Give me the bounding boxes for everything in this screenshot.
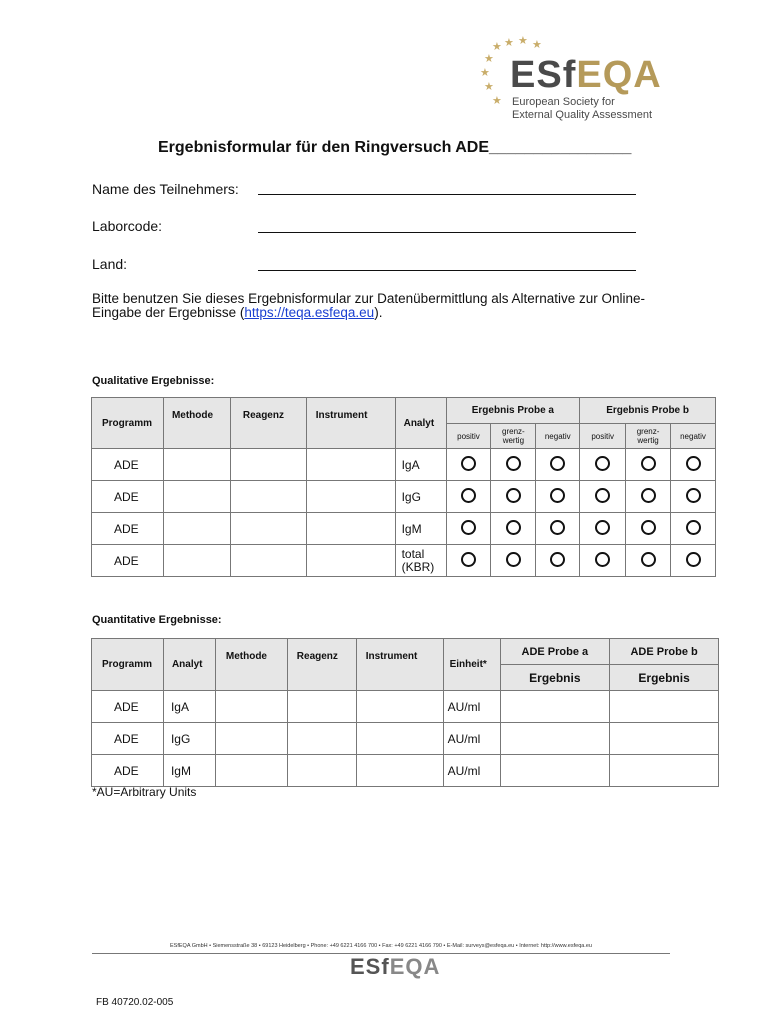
quant-header-analyt: Analyt	[163, 639, 215, 691]
qual-header-probe-b: Ergebnis Probe b	[580, 398, 716, 424]
radio-negativ-b[interactable]	[686, 488, 701, 503]
document-code: FB 40720.02-005	[96, 997, 174, 1008]
radio-grenzwertig-b[interactable]	[641, 520, 656, 535]
instrument-cell[interactable]	[356, 755, 443, 787]
result-b-cell[interactable]	[610, 755, 719, 787]
radio-positiv-b[interactable]	[595, 488, 610, 503]
row-analyt: total (KBR)	[395, 545, 446, 577]
quant-header-probe-b: ADE Probe b	[610, 639, 719, 665]
result-a-cell[interactable]	[500, 755, 610, 787]
footer-logo: ESfEQA	[350, 954, 441, 979]
name-label: Name des Teilnehmers:	[92, 181, 239, 197]
radio-positiv-a[interactable]	[461, 520, 476, 535]
methode-cell[interactable]	[163, 449, 230, 481]
radio-negativ-a[interactable]	[550, 488, 565, 503]
row-analyt: IgM	[163, 755, 215, 787]
reagenz-cell[interactable]	[230, 481, 306, 513]
row-analyt: IgG	[163, 723, 215, 755]
radio-positiv-b[interactable]	[595, 520, 610, 535]
table-row	[92, 481, 716, 513]
radio-grenzwertig-b[interactable]	[641, 456, 656, 471]
result-b-cell[interactable]	[610, 723, 719, 755]
row-analyt: IgG	[395, 481, 446, 513]
qual-sub-negativ-a: negativ	[536, 424, 580, 449]
qual-sub-grenzwertig-a: grenz- wertig	[491, 424, 536, 449]
row-programm: ADE	[92, 449, 164, 481]
row-programm: ADE	[92, 545, 164, 577]
qual-header-methode: Methode	[163, 398, 230, 449]
table-row	[92, 723, 719, 755]
methode-cell[interactable]	[215, 755, 287, 787]
instrument-cell[interactable]	[306, 481, 395, 513]
qual-sub-positiv-b: positiv	[580, 424, 626, 449]
quant-header-instrument: Instrument	[356, 639, 443, 691]
methode-cell[interactable]	[163, 513, 230, 545]
table-row	[92, 691, 719, 723]
footnote: *AU=Arbitrary Units	[92, 785, 197, 799]
result-a-cell[interactable]	[500, 691, 610, 723]
instrument-cell[interactable]	[306, 513, 395, 545]
row-programm: ADE	[92, 513, 164, 545]
labcode-field[interactable]	[258, 218, 636, 233]
country-field[interactable]	[258, 256, 636, 271]
qual-header-reagenz: Reagenz	[230, 398, 306, 449]
table-row	[92, 545, 716, 577]
methode-cell[interactable]	[163, 545, 230, 577]
result-a-cell[interactable]	[500, 723, 610, 755]
logo-wordmark: ESfEQA	[510, 54, 662, 96]
reagenz-cell[interactable]	[287, 755, 356, 787]
instrument-cell[interactable]	[306, 449, 395, 481]
row-analyt: IgM	[395, 513, 446, 545]
qual-header-programm: Programm	[92, 398, 164, 449]
qual-header-probe-a: Ergebnis Probe a	[446, 398, 580, 424]
labcode-label: Laborcode:	[92, 218, 163, 234]
reagenz-cell[interactable]	[230, 513, 306, 545]
radio-grenzwertig-b[interactable]	[641, 488, 656, 503]
radio-positiv-b[interactable]	[595, 552, 610, 567]
radio-positiv-b[interactable]	[595, 456, 610, 471]
methode-cell[interactable]	[163, 481, 230, 513]
esfeqa-logo: ★ ★ ★ ★ ★ ★ ★ ★ ESfEQA European Society for External Quality Assessment	[480, 35, 662, 121]
radio-grenzwertig-b[interactable]	[641, 552, 656, 567]
quant-header-reagenz: Reagenz	[287, 639, 356, 691]
row-einheit: AU/ml	[443, 755, 500, 787]
radio-negativ-a[interactable]	[550, 552, 565, 567]
table-row	[92, 513, 716, 545]
quant-header-ergebnis-b: Ergebnis	[610, 665, 719, 691]
qual-sub-grenzwertig-b: grenz- wertig	[626, 424, 671, 449]
row-einheit: AU/ml	[443, 691, 500, 723]
row-analyt: IgA	[395, 449, 446, 481]
instrument-cell[interactable]	[356, 691, 443, 723]
row-einheit: AU/ml	[443, 723, 500, 755]
reagenz-cell[interactable]	[287, 723, 356, 755]
form-title: Ergebnisformular für den Ringversuch ADE________________	[158, 139, 632, 156]
radio-negativ-a[interactable]	[550, 456, 565, 471]
instrument-cell[interactable]	[356, 723, 443, 755]
quant-header-einheit: Einheit*	[443, 639, 500, 691]
radio-negativ-a[interactable]	[550, 520, 565, 535]
quantitative-title: Quantitative Ergebnisse:	[92, 614, 222, 626]
qual-header-analyt: Analyt	[395, 398, 446, 449]
qual-header-instrument: Instrument	[306, 398, 395, 449]
table-row	[92, 449, 716, 481]
country-label: Land:	[92, 256, 128, 272]
radio-positiv-a[interactable]	[461, 456, 476, 471]
methode-cell[interactable]	[215, 723, 287, 755]
qual-sub-negativ-b: negativ	[671, 424, 716, 449]
radio-grenzwertig-a[interactable]	[506, 456, 521, 471]
row-programm: ADE	[92, 723, 164, 755]
methode-cell[interactable]	[215, 691, 287, 723]
reagenz-cell[interactable]	[287, 691, 356, 723]
qualitative-title: Qualitative Ergebnisse:	[92, 375, 215, 387]
instrument-cell[interactable]	[306, 545, 395, 577]
row-programm: ADE	[92, 691, 164, 723]
teqa-link[interactable]: https://teqa.esfeqa.eu	[244, 305, 375, 320]
radio-negativ-b[interactable]	[686, 552, 701, 567]
row-analyt: IgA	[163, 691, 215, 723]
radio-positiv-a[interactable]	[461, 552, 476, 567]
row-programm: ADE	[92, 481, 164, 513]
reagenz-cell[interactable]	[230, 449, 306, 481]
row-programm: ADE	[92, 755, 164, 787]
quant-header-programm: Programm	[92, 639, 164, 691]
logo-subtitle: European Society for External Quality Assessment	[512, 96, 653, 121]
radio-negativ-b[interactable]	[686, 520, 701, 535]
quant-header-ergebnis-a: Ergebnis	[500, 665, 610, 691]
quant-header-methode: Methode	[215, 639, 287, 691]
info-text: Bitte benutzen Sie dieses Ergebnisformular zur Datenübermittlung als Alternative zur Online-Eingabe der Ergebnisse (https://teqa.esfeqa.eu).	[92, 291, 646, 320]
table-row	[92, 755, 719, 787]
footer-address: ESfEQA GmbH • Siemensstraße 38 • 69123 Heidelberg • Phone: +49 6221 4166 700 • Fax: +49 6221 4166 790 • E-Mail: surveys@esfeqa.eu • Internet: http://www.esfeqa.eu	[170, 943, 592, 949]
result-b-cell[interactable]	[610, 691, 719, 723]
radio-negativ-b[interactable]	[686, 456, 701, 471]
radio-grenzwertig-a[interactable]	[506, 520, 521, 535]
quantitative-table	[91, 638, 719, 787]
radio-grenzwertig-a[interactable]	[506, 488, 521, 503]
reagenz-cell[interactable]	[230, 545, 306, 577]
radio-positiv-a[interactable]	[461, 488, 476, 503]
quant-header-probe-a: ADE Probe a	[500, 639, 610, 665]
qualitative-table	[91, 397, 716, 577]
qual-sub-positiv-a: positiv	[446, 424, 491, 449]
name-field[interactable]	[258, 180, 636, 195]
radio-grenzwertig-a[interactable]	[506, 552, 521, 567]
